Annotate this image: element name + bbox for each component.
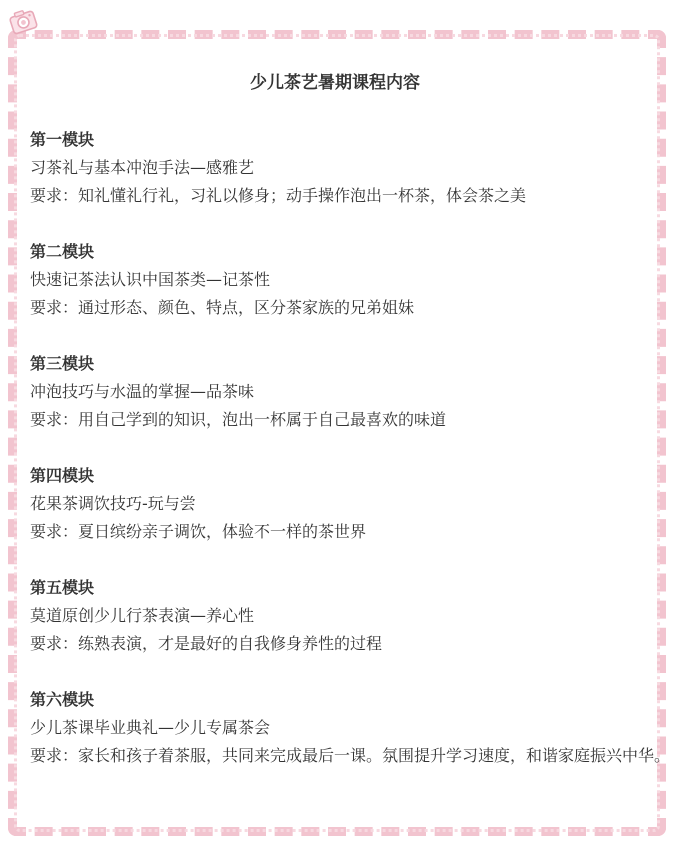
module-topic: 冲泡技巧与水温的掌握—品茶味 <box>30 382 255 401</box>
module-heading: 第一模块 <box>30 130 95 149</box>
module-topic: 快速记茶法认识中国茶类—记茶性 <box>30 270 271 289</box>
module-requirement: 要求：家长和孩子着茶服，共同来完成最后一课。氛围提升学习速度，和谐家庭振兴中华。 <box>30 746 671 765</box>
module-heading: 第五模块 <box>30 578 95 597</box>
module-requirement: 要求：用自己学到的知识，泡出一杯属于自己最喜欢的味道 <box>30 410 447 429</box>
module-block <box>30 238 670 322</box>
course-content <box>30 68 671 765</box>
module-block <box>30 462 670 546</box>
module-topic: 莫道原创少儿行茶表演—养心性 <box>30 606 255 625</box>
module-block <box>30 126 670 210</box>
camera-icon <box>6 4 40 38</box>
module-requirement: 要求：知礼懂礼行礼，习礼以修身；动手操作泡出一杯茶，体会茶之美 <box>30 186 527 205</box>
module-requirement: 要求：通过形态、颜色、特点，区分茶家族的兄弟姐妹 <box>30 298 415 317</box>
module-topic: 习茶礼与基本冲泡手法—感雅艺 <box>30 158 255 177</box>
module-heading: 第四模块 <box>30 466 95 485</box>
module-requirement: 要求：夏日缤纷亲子调饮，体验不一样的茶世界 <box>30 522 367 541</box>
module-topic: 少儿茶课毕业典礼—少儿专属茶会 <box>30 718 271 737</box>
module-heading: 第三模块 <box>30 354 95 373</box>
module-block <box>30 574 670 658</box>
module-topic: 花果茶调饮技巧-玩与尝 <box>30 494 196 513</box>
module-block <box>30 686 670 770</box>
module-requirement: 要求：练熟表演，才是最好的自我修身养性的过程 <box>30 634 383 653</box>
module-heading: 第六模块 <box>30 690 95 709</box>
module-block <box>30 350 670 434</box>
page-title: 少儿茶艺暑期课程内容 <box>250 73 420 93</box>
module-heading: 第二模块 <box>30 242 95 261</box>
